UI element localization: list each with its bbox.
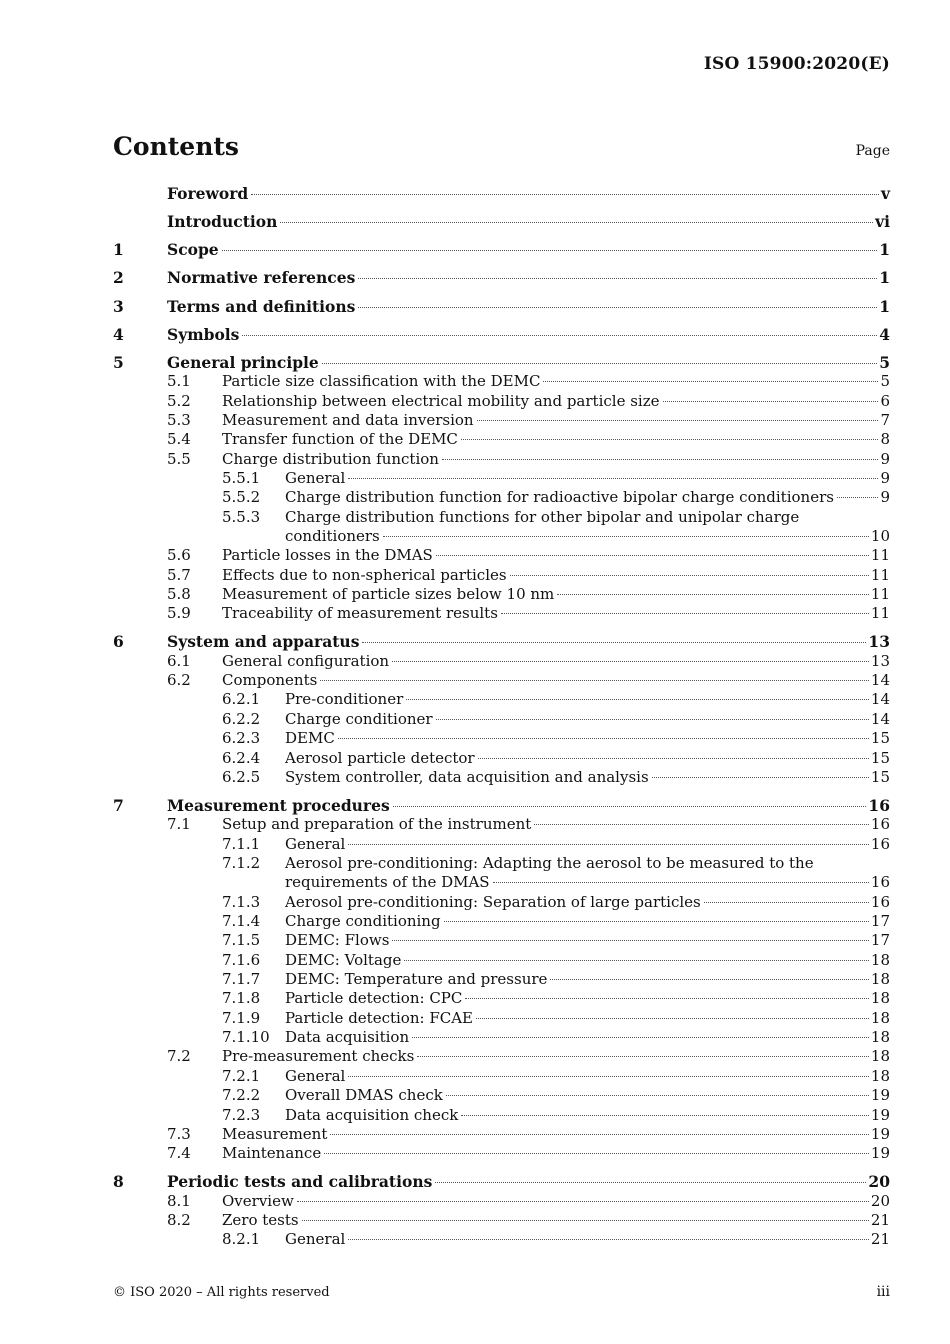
toc-entry[interactable] bbox=[113, 1144, 890, 1163]
toc-entry[interactable] bbox=[113, 546, 890, 565]
toc-entry-page: 17 bbox=[870, 912, 890, 931]
toc-entry-number: 7.1.6 bbox=[222, 950, 261, 969]
toc-dot-leader bbox=[436, 555, 869, 556]
toc-dot-leader bbox=[324, 1153, 869, 1154]
toc-entry-page: 9 bbox=[880, 488, 890, 507]
toc-dot-leader bbox=[222, 250, 878, 251]
toc-entry-title: Normative references bbox=[167, 268, 356, 288]
toc-entry-number: 7.2.2 bbox=[222, 1086, 261, 1105]
toc-entry-title: General principle bbox=[167, 352, 319, 372]
toc-entry-title: Charge conditioning bbox=[285, 912, 441, 931]
toc-entry-number: 7.1 bbox=[167, 815, 191, 834]
toc-dot-leader bbox=[338, 738, 869, 739]
toc-entry[interactable] bbox=[113, 1086, 890, 1105]
toc-entry-number: 6.2.4 bbox=[222, 748, 261, 767]
toc-entry-number: 5.5.2 bbox=[222, 488, 261, 507]
toc-entry[interactable] bbox=[113, 604, 890, 623]
toc-entry-number: 5.3 bbox=[167, 410, 191, 429]
toc-dot-leader bbox=[297, 1201, 869, 1202]
toc-dot-leader bbox=[322, 363, 877, 364]
toc-entry-title: DEMC: Voltage bbox=[285, 950, 402, 969]
toc-entry-title: Measurement and data inversion bbox=[222, 410, 474, 429]
toc-entry-number: 5.5.1 bbox=[222, 468, 261, 487]
toc-entry[interactable] bbox=[113, 893, 890, 912]
toc-dot-leader bbox=[557, 594, 869, 595]
toc-entry[interactable] bbox=[113, 729, 890, 748]
toc-entry-number: 7.1.1 bbox=[222, 834, 261, 853]
toc-dot-leader bbox=[406, 699, 869, 700]
toc-entry-page: vi bbox=[875, 212, 890, 232]
toc-entry-page: 17 bbox=[870, 931, 890, 950]
toc-entry[interactable] bbox=[113, 527, 890, 546]
toc-entry-page: 21 bbox=[870, 1230, 890, 1249]
toc-entry-title: Periodic tests and calibrations bbox=[167, 1172, 433, 1192]
toc-entry-page: 14 bbox=[870, 690, 890, 709]
toc-entry-number: 5.4 bbox=[167, 430, 191, 449]
toc-entry[interactable] bbox=[113, 297, 890, 316]
toc-entry[interactable] bbox=[113, 372, 890, 391]
toc-entry[interactable] bbox=[113, 1106, 890, 1125]
toc-entry-number: 7.1.5 bbox=[222, 931, 261, 950]
toc-entry-page: 19 bbox=[870, 1105, 890, 1124]
toc-entry-number: 7.1.10 bbox=[222, 1028, 270, 1047]
toc-entry-page: 18 bbox=[870, 1066, 890, 1085]
toc-entry-number: 6.2.1 bbox=[222, 690, 261, 709]
toc-entry-title: Aerosol pre-conditioning: Separation of large particles bbox=[285, 892, 701, 911]
toc-entry[interactable] bbox=[113, 585, 890, 604]
toc-entry-number: 6.1 bbox=[167, 651, 191, 670]
toc-entry-number: 5.2 bbox=[167, 391, 191, 410]
toc-entry-number: 5.5 bbox=[167, 449, 191, 468]
toc-entry-number: 5 bbox=[113, 352, 124, 372]
toc-entry-page: 18 bbox=[870, 1047, 890, 1066]
toc-entry-number: 7.1.9 bbox=[222, 1008, 261, 1027]
toc-entry-page: 11 bbox=[870, 546, 890, 565]
toc-entry-title: General bbox=[285, 468, 346, 487]
toc-entry-title: Foreword bbox=[167, 184, 249, 203]
toc-entry-number: 5.7 bbox=[167, 565, 191, 584]
toc-entry[interactable] bbox=[113, 951, 890, 970]
toc-dot-leader bbox=[393, 806, 867, 807]
toc-entry-number: 4 bbox=[113, 324, 124, 344]
toc-entry-number: 7.1.2 bbox=[222, 854, 261, 873]
toc-entry[interactable] bbox=[113, 1211, 890, 1230]
toc-entry[interactable] bbox=[113, 184, 890, 203]
toc-entry-title: Effects due to non-spherical particles bbox=[222, 565, 507, 584]
toc-entry-page: 1 bbox=[879, 268, 890, 288]
toc-entry-title: Particle size classification with the DEMC bbox=[222, 372, 541, 391]
toc-entry[interactable] bbox=[113, 1028, 890, 1047]
toc-entry[interactable] bbox=[113, 931, 890, 950]
toc-entry-title: Transfer function of the DEMC bbox=[222, 430, 458, 449]
toc-entry-title: Measurement procedures bbox=[167, 796, 390, 815]
toc-entry-title: Terms and definitions bbox=[167, 296, 356, 316]
toc-entry-page: 1 bbox=[879, 240, 890, 260]
toc-entry[interactable] bbox=[113, 1230, 890, 1249]
toc-entry-title: System and apparatus bbox=[167, 632, 360, 652]
toc-entry-number: 7.2.3 bbox=[222, 1105, 261, 1124]
toc-entry[interactable] bbox=[113, 1125, 890, 1144]
toc-entry[interactable] bbox=[113, 469, 890, 488]
toc-entry-title: General bbox=[285, 834, 346, 853]
toc-dot-leader bbox=[461, 1115, 869, 1116]
toc-entry-page: 19 bbox=[870, 1124, 890, 1143]
toc-dot-leader bbox=[348, 1239, 869, 1240]
toc-entry-number: 7.1.4 bbox=[222, 912, 261, 931]
toc-entry-number: 7.1.3 bbox=[222, 892, 261, 911]
toc-entry-title: Overall DMAS check bbox=[285, 1086, 443, 1105]
toc-entry-title: Charge distribution function bbox=[222, 449, 439, 468]
toc-entry[interactable] bbox=[113, 632, 890, 651]
toc-entry-page: 21 bbox=[870, 1211, 890, 1230]
toc-dot-leader bbox=[320, 680, 869, 681]
toc-entry-number: 5.6 bbox=[167, 546, 191, 565]
toc-dot-leader bbox=[358, 307, 877, 308]
toc-dot-leader bbox=[501, 613, 869, 614]
toc-entry-number: 5.9 bbox=[167, 604, 191, 623]
toc-entry-page: 16 bbox=[870, 834, 890, 853]
toc-entry-number: 6.2.5 bbox=[222, 767, 261, 786]
toc-entry-title: General bbox=[285, 1066, 346, 1085]
toc-entry-number: 6.2 bbox=[167, 671, 191, 690]
toc-entry-number: 7.1.7 bbox=[222, 970, 261, 989]
toc-entry[interactable] bbox=[113, 1009, 890, 1028]
toc-entry-page: 19 bbox=[870, 1086, 890, 1105]
toc-entry-title: Relationship between electrical mobility and particle size bbox=[222, 391, 660, 410]
toc-dot-leader bbox=[663, 401, 879, 402]
toc-dot-leader bbox=[392, 661, 869, 662]
toc-entry-title: Particle losses in the DMAS bbox=[222, 546, 433, 565]
toc-dot-leader bbox=[392, 940, 868, 941]
toc-entry[interactable] bbox=[113, 854, 890, 873]
toc-entry-title: Measurement of particle sizes below 10 nm bbox=[222, 584, 555, 603]
toc-entry[interactable] bbox=[113, 325, 890, 344]
toc-entry-title: Charge conditioner bbox=[285, 709, 433, 728]
toc-entry[interactable] bbox=[113, 671, 890, 690]
toc-entry-number: 2 bbox=[113, 268, 124, 288]
toc-dot-leader bbox=[251, 194, 879, 195]
toc-entry-title: requirements of the DMAS bbox=[285, 873, 490, 892]
toc-entry-page: 14 bbox=[870, 709, 890, 728]
toc-entry-number: 5.5.3 bbox=[222, 507, 261, 526]
toc-dot-leader bbox=[348, 1076, 869, 1077]
toc-entry-title: General bbox=[285, 1230, 346, 1249]
toc-entry-title: Pre-conditioner bbox=[285, 690, 404, 709]
toc-entry-page: 5 bbox=[880, 372, 890, 391]
toc-entry-title: Pre-measurement checks bbox=[222, 1047, 415, 1066]
toc-entry-page: 1 bbox=[879, 296, 890, 316]
toc-entry-page: 15 bbox=[870, 729, 890, 748]
copyright-notice: © ISO 2020 – All rights reserved bbox=[113, 1285, 330, 1300]
toc-entry-title: Setup and preparation of the instrument bbox=[222, 815, 532, 834]
toc-entry-page: 13 bbox=[868, 632, 890, 652]
toc-entry-title: Symbols bbox=[167, 324, 240, 344]
toc-entry-page: 16 bbox=[870, 815, 890, 834]
toc-entry-page: 16 bbox=[870, 873, 890, 892]
toc-entry-page: 11 bbox=[870, 604, 890, 623]
toc-entry-number: 7.4 bbox=[167, 1144, 191, 1163]
toc-entry-title: Aerosol pre-conditioning: Adapting the aerosol to be measured to the bbox=[285, 854, 814, 873]
toc-entry[interactable] bbox=[113, 566, 890, 585]
toc-entry[interactable] bbox=[113, 488, 890, 507]
toc-dot-leader bbox=[348, 844, 869, 845]
toc-entry[interactable] bbox=[113, 212, 890, 231]
contents-heading: Contents bbox=[113, 132, 240, 161]
page-number: iii bbox=[876, 1284, 890, 1300]
toc-entry-number: 7.2 bbox=[167, 1047, 191, 1066]
toc-entry-page: 4 bbox=[879, 324, 890, 344]
toc-entry-page: 9 bbox=[880, 468, 890, 487]
toc-entry-page: v bbox=[880, 184, 890, 203]
toc-entry-page: 20 bbox=[868, 1172, 890, 1192]
toc-entry-page: 18 bbox=[870, 1028, 890, 1047]
toc-entry-number: 7.1.8 bbox=[222, 989, 261, 1008]
toc-dot-leader bbox=[436, 719, 869, 720]
toc-entry[interactable] bbox=[113, 749, 890, 768]
toc-entry-page: 15 bbox=[870, 767, 890, 786]
toc-entry-title: General configuration bbox=[222, 651, 390, 670]
toc-dot-leader bbox=[358, 278, 877, 279]
toc-dot-leader bbox=[362, 642, 866, 643]
toc-dot-leader bbox=[383, 536, 869, 537]
toc-entry-title: Traceability of measurement results bbox=[222, 604, 498, 623]
toc-entry[interactable] bbox=[113, 430, 890, 449]
toc-dot-leader bbox=[534, 824, 869, 825]
toc-entry-title: Measurement bbox=[222, 1124, 328, 1143]
toc-entry[interactable] bbox=[113, 815, 890, 834]
toc-entry-title: System controller, data acquisition and analysis bbox=[285, 767, 649, 786]
toc-entry-number: 6.2.3 bbox=[222, 729, 261, 748]
toc-entry[interactable] bbox=[113, 392, 890, 411]
toc-entry[interactable] bbox=[113, 873, 890, 892]
toc-dot-leader bbox=[280, 222, 873, 223]
toc-entry-number: 6 bbox=[113, 632, 124, 652]
toc-entry[interactable] bbox=[113, 912, 890, 931]
toc-entry-title: Scope bbox=[167, 240, 219, 260]
table-of-contents bbox=[113, 184, 890, 1250]
toc-dot-leader bbox=[242, 335, 877, 336]
toc-entry-title: DEMC: Temperature and pressure bbox=[285, 970, 548, 989]
toc-entry-number: 6.2.2 bbox=[222, 709, 261, 728]
toc-entry[interactable] bbox=[113, 268, 890, 287]
toc-entry[interactable] bbox=[113, 353, 890, 372]
toc-entry-number: 8.2 bbox=[167, 1211, 191, 1230]
toc-dot-leader bbox=[704, 902, 869, 903]
toc-entry-number: 5.8 bbox=[167, 584, 191, 603]
toc-entry-title: Particle detection: FCAE bbox=[285, 1008, 473, 1027]
toc-entry-page: 18 bbox=[870, 1008, 890, 1027]
toc-dot-leader bbox=[330, 1134, 869, 1135]
toc-entry-number: 8.1 bbox=[167, 1191, 191, 1210]
toc-entry-number: 8.2.1 bbox=[222, 1230, 261, 1249]
page-column-label: Page bbox=[855, 143, 890, 159]
toc-dot-leader bbox=[302, 1220, 869, 1221]
toc-dot-leader bbox=[493, 882, 869, 883]
toc-entry[interactable] bbox=[113, 710, 890, 729]
toc-dot-leader bbox=[348, 478, 878, 479]
toc-entry-page: 7 bbox=[880, 410, 890, 429]
toc-entry-page: 16 bbox=[868, 796, 890, 815]
toc-entry-title: Overview bbox=[222, 1191, 294, 1210]
toc-dot-leader bbox=[435, 1182, 866, 1183]
toc-entry-page: 11 bbox=[870, 565, 890, 584]
toc-entry[interactable] bbox=[113, 1067, 890, 1086]
toc-entry-number: 7.2.1 bbox=[222, 1066, 261, 1085]
toc-entry-number: 5.1 bbox=[167, 372, 191, 391]
toc-entry-title: Maintenance bbox=[222, 1144, 322, 1163]
toc-entry-number: 1 bbox=[113, 240, 124, 260]
toc-entry-title: Zero tests bbox=[222, 1211, 299, 1230]
toc-entry-page: 18 bbox=[870, 950, 890, 969]
toc-dot-leader bbox=[404, 960, 869, 961]
toc-entry[interactable] bbox=[113, 970, 890, 989]
toc-dot-leader bbox=[446, 1095, 869, 1096]
toc-entry[interactable] bbox=[113, 768, 890, 787]
toc-dot-leader bbox=[550, 979, 869, 980]
toc-entry-page: 20 bbox=[870, 1191, 890, 1210]
toc-dot-leader bbox=[417, 1056, 869, 1057]
toc-entry-title: Data acquisition bbox=[285, 1028, 410, 1047]
toc-dot-leader bbox=[444, 921, 869, 922]
toc-dot-leader bbox=[837, 497, 879, 498]
toc-entry-page: 16 bbox=[870, 892, 890, 911]
toc-entry-number: 7.3 bbox=[167, 1124, 191, 1143]
toc-entry-title: Charge distribution function for radioactive bipolar charge conditioners bbox=[285, 488, 834, 507]
toc-dot-leader bbox=[461, 439, 879, 440]
toc-entry[interactable] bbox=[113, 1192, 890, 1211]
toc-dot-leader bbox=[652, 777, 869, 778]
toc-entry[interactable] bbox=[113, 652, 890, 671]
toc-dot-leader bbox=[476, 1018, 869, 1019]
toc-entry[interactable] bbox=[113, 835, 890, 854]
toc-entry[interactable] bbox=[113, 450, 890, 469]
document-id: ISO 15900:2020(E) bbox=[703, 54, 890, 74]
toc-entry-page: 11 bbox=[870, 584, 890, 603]
toc-dot-leader bbox=[465, 998, 869, 999]
toc-entry-title: DEMC: Flows bbox=[285, 931, 390, 950]
toc-dot-leader bbox=[510, 575, 869, 576]
toc-entry-number: 3 bbox=[113, 296, 124, 316]
toc-entry-title: Particle detection: CPC bbox=[285, 989, 463, 1008]
toc-entry-number: 7 bbox=[113, 796, 124, 815]
toc-entry-page: 9 bbox=[880, 449, 890, 468]
toc-entry-page: 5 bbox=[879, 352, 890, 372]
toc-entry-title: DEMC bbox=[285, 729, 335, 748]
toc-entry-page: 15 bbox=[870, 748, 890, 767]
toc-entry[interactable] bbox=[113, 411, 890, 430]
toc-dot-leader bbox=[478, 758, 869, 759]
toc-entry[interactable] bbox=[113, 508, 890, 527]
toc-entry-page: 6 bbox=[880, 391, 890, 410]
toc-entry-page: 8 bbox=[880, 430, 890, 449]
toc-entry-title: Introduction bbox=[167, 212, 278, 232]
toc-entry-title: Data acquisition check bbox=[285, 1105, 459, 1124]
toc-entry-page: 19 bbox=[870, 1144, 890, 1163]
toc-entry-page: 14 bbox=[870, 671, 890, 690]
toc-entry[interactable] bbox=[113, 1047, 890, 1066]
toc-entry[interactable] bbox=[113, 1172, 890, 1191]
toc-entry[interactable] bbox=[113, 240, 890, 259]
toc-entry-title: Components bbox=[222, 671, 318, 690]
toc-dot-leader bbox=[543, 381, 878, 382]
toc-entry-title: Aerosol particle detector bbox=[285, 748, 475, 767]
toc-entry-title: Charge distribution functions for other bipolar and unipolar charge bbox=[285, 507, 800, 526]
toc-dot-leader bbox=[477, 420, 879, 421]
toc-entry[interactable] bbox=[113, 989, 890, 1008]
toc-entry[interactable] bbox=[113, 796, 890, 815]
toc-entry-title: conditioners bbox=[285, 526, 380, 545]
toc-entry[interactable] bbox=[113, 690, 890, 709]
toc-entry-page: 13 bbox=[870, 651, 890, 670]
toc-dot-leader bbox=[442, 459, 879, 460]
toc-dot-leader bbox=[412, 1037, 869, 1038]
toc-entry-page: 18 bbox=[870, 989, 890, 1008]
toc-entry-number: 8 bbox=[113, 1172, 124, 1192]
toc-entry-page: 18 bbox=[870, 970, 890, 989]
toc-entry-page: 10 bbox=[870, 526, 890, 545]
